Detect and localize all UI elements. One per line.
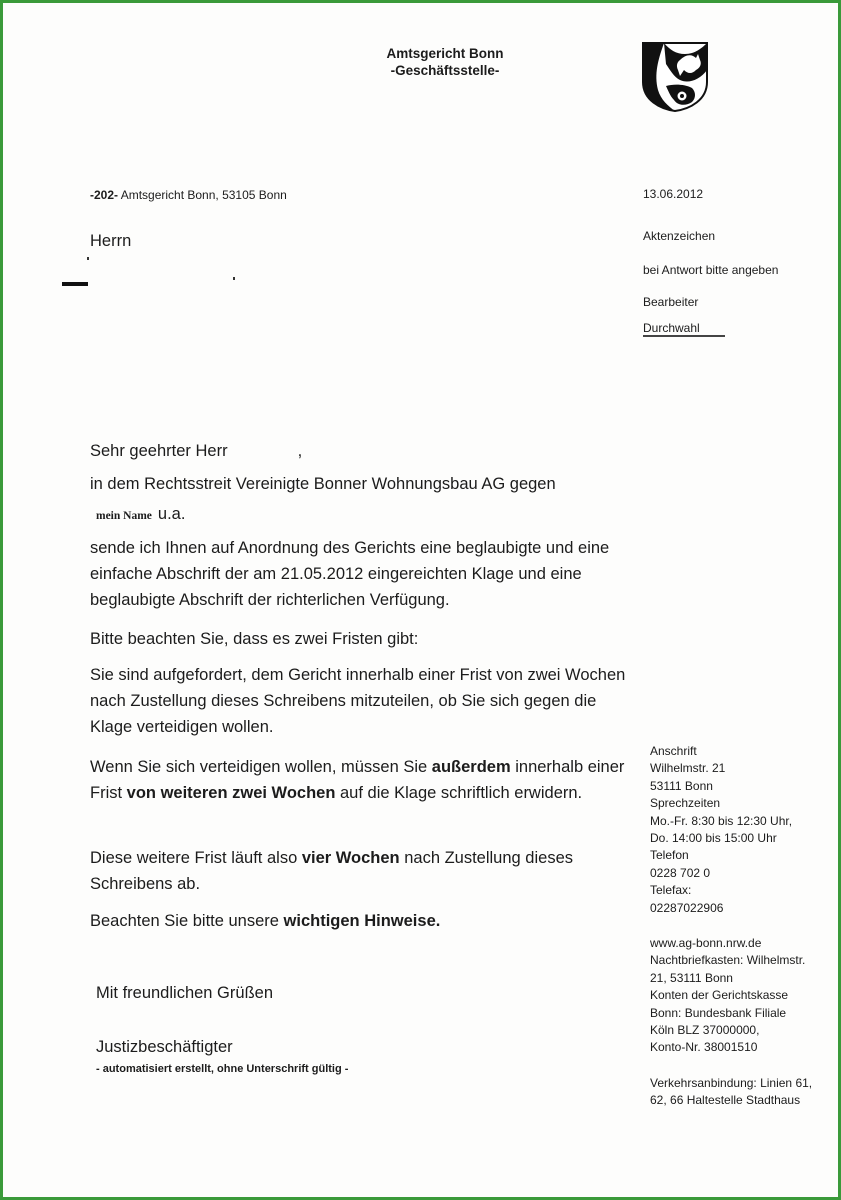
case-line: in dem Rechtsstreit Vereinigte Bonner Wohnungsbau AG gegen bbox=[90, 475, 556, 493]
antwort-label: bei Antwort bitte angeben bbox=[643, 263, 779, 277]
greeting: Sehr geehrter Herr , bbox=[90, 442, 303, 460]
signer-title: Justizbeschäftigter bbox=[96, 1038, 233, 1056]
aktenzeichen-label: Aktenzeichen bbox=[643, 229, 716, 243]
sender-address: Amtsgericht Bonn, 53105 Bonn bbox=[120, 188, 287, 202]
scan-speck bbox=[233, 277, 235, 280]
paragraph-fristen: Bitte beachten Sie, dass es zwei Fristen gibt: bbox=[90, 630, 419, 648]
sender-line bbox=[90, 188, 287, 202]
automation-note: - automatisiert erstellt, ohne Unterschrift gültig - bbox=[96, 1063, 349, 1075]
nrw-coat-of-arms-icon bbox=[640, 40, 710, 112]
scan-speck bbox=[87, 257, 89, 260]
court-name: Amtsgericht Bonn bbox=[386, 46, 504, 61]
transport-block: Verkehrsanbindung: Linien 61, 62, 66 Haltestelle Stadthaus bbox=[650, 1076, 813, 1108]
court-contact-block: www.ag-bonn.nrw.de Nachtbriefkasten: Wilhelmstr. 21, 53111 Bonn Konten der Gerichtskasse Bonn: Bundesbank Filiale Köln BLZ 37000000, Konto-Nr. 38001510 bbox=[650, 936, 806, 1055]
redaction-mark bbox=[62, 282, 88, 286]
ua-text: u.a. bbox=[157, 505, 186, 523]
durchwahl-label: Durchwahl bbox=[643, 321, 700, 335]
recipient-salutation: Herrn bbox=[90, 232, 132, 250]
closing: Mit freundlichen Grüßen bbox=[96, 984, 273, 1002]
court-department: -Geschäftsstelle- bbox=[390, 63, 500, 78]
court-address-block: Anschrift Wilhelmstr. 21 53111 Bonn Sprechzeiten Mo.-Fr. 8:30 bis 12:30 Uhr, Do. 14:00 bis 15:00 Uhr Telefon 0228 702 0 Telefax: 02287022906 bbox=[650, 744, 793, 915]
defendant-line bbox=[96, 501, 185, 529]
redacted-phone bbox=[643, 335, 725, 337]
paragraph-weitere-frist: Diese weitere Frist läuft also vier Wochen nach Zustellung dieses Schreibens ab. bbox=[90, 849, 573, 893]
paragraph-send: sende ich Ihnen auf Anordnung des Gerichts eine beglaubigte und eine einfache Abschrift der am 21.05.2012 eingereichten Klage und eine beglaubigte Abschrift der richterlichen Verfügung. bbox=[90, 539, 610, 609]
handwritten-name: mein Name bbox=[96, 510, 152, 522]
letter-date: 13.06.2012 bbox=[643, 187, 704, 201]
paragraph-hinweise: Beachten Sie bitte unsere wichtigen Hinweise. bbox=[90, 912, 441, 930]
letterhead bbox=[330, 45, 560, 79]
paragraph-aufgefordert: Sie sind aufgefordert, dem Gericht innerhalb einer Frist von zwei Wochen nach Zustellung dieses Schreibens mitzuteilen, ob Sie sich gegen die Klage verteidigen wollen. bbox=[90, 666, 626, 736]
sender-code: -202- bbox=[90, 188, 119, 202]
paragraph-verteidigen: Wenn Sie sich verteidigen wollen, müssen Sie außerdem innerhalb einer Frist von weiteren zwei Wochen auf die Klage schriftlich erwidern. bbox=[90, 758, 625, 802]
bearbeiter-label: Bearbeiter bbox=[643, 295, 699, 309]
